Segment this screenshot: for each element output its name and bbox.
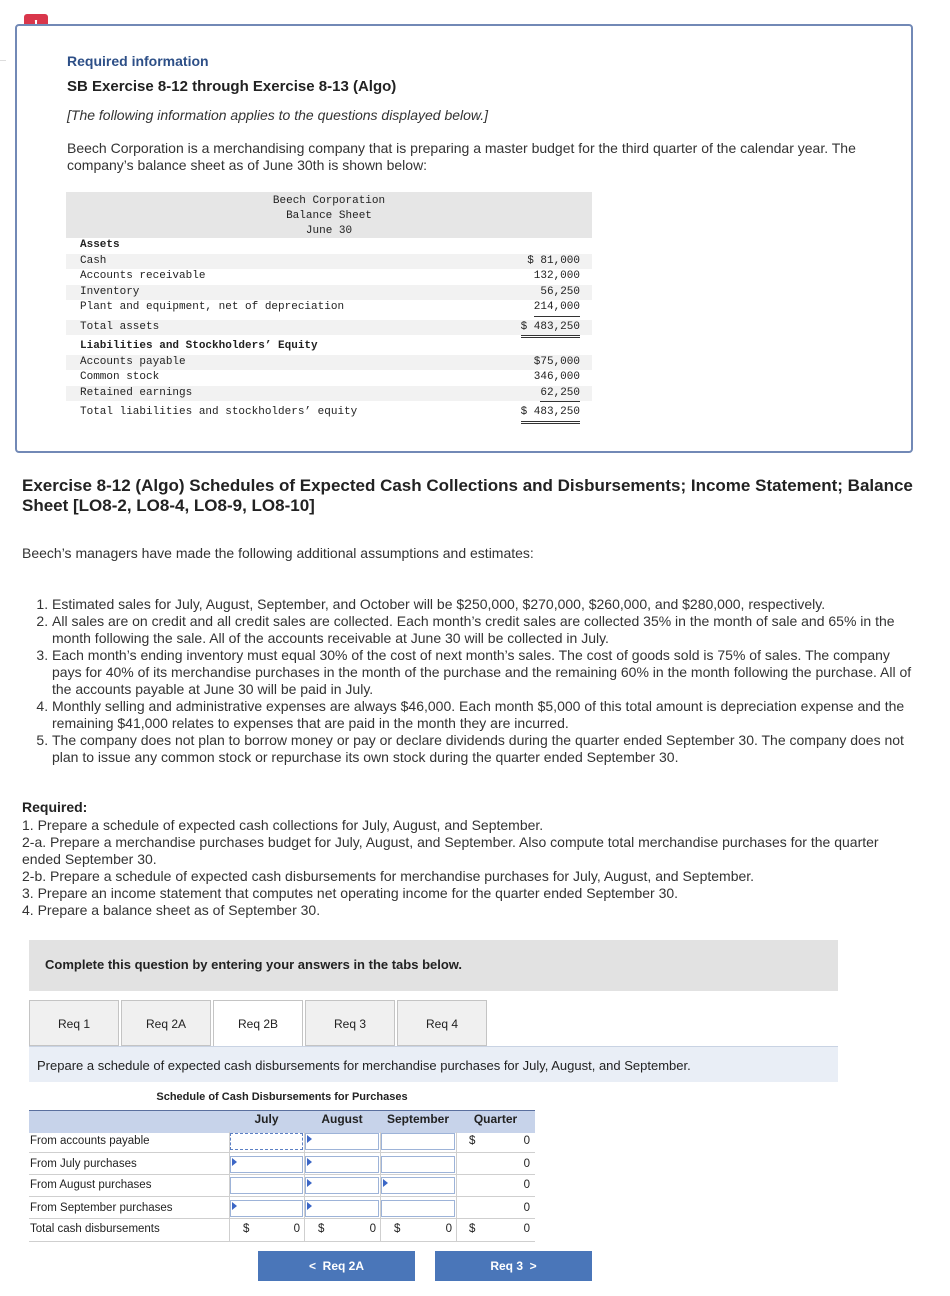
list-item: 5. The company does not plan to borrow money or pay or declare dividends during the quarter ended September 30. The company does not plan to issue any common stock or repurchase its own stock during the quarter ended September 30. <box>52 732 922 766</box>
bs-row-ar: Accounts receivable 132,000 <box>80 270 580 282</box>
col-july: July <box>254 1112 279 1126</box>
bs-row-total-assets: Total assets $ 483,250 <box>66 320 592 336</box>
divider <box>29 1196 535 1197</box>
total-july-value: 0 <box>293 1223 300 1235</box>
info-title: Required information <box>67 53 209 69</box>
info-intro: Beech Corporation is a merchandising company that is preparing a master budget for the third quarter of the calendar year. The company’s balance sheet as of June 30th is shown below: <box>67 140 856 173</box>
assumptions-list <box>22 596 922 766</box>
bs-row-re: Retained earnings 62,250 <box>66 386 592 402</box>
row-label-september: From September purchases <box>30 1202 173 1214</box>
currency-sign: $ <box>318 1223 325 1235</box>
tab-req-2a[interactable]: Req 2A <box>121 1000 211 1046</box>
schedule-title: Schedule of Cash Disbursements for Purchases <box>156 1091 408 1103</box>
input-marker-icon <box>232 1202 237 1210</box>
july-ap-input[interactable] <box>230 1133 303 1150</box>
currency-sign: $ <box>394 1223 401 1235</box>
july-seppurch-input[interactable] <box>230 1200 303 1217</box>
list-item: 2-b. Prepare a schedule of expected cash disbursements for merchandise purchases for July, August, and September. <box>22 868 755 884</box>
august-julypurch-input[interactable] <box>305 1156 379 1173</box>
bs-liab-header: Liabilities and Stockholders’ Equity <box>80 340 318 352</box>
input-marker-icon <box>307 1135 312 1143</box>
september-augpurch-input[interactable] <box>381 1177 455 1194</box>
exercise-lead: Beech’s managers have made the following additional assumptions and estimates: <box>22 545 534 561</box>
quarter-augpurch-value: 0 <box>523 1179 530 1191</box>
tab-req-3[interactable]: Req 3 <box>305 1000 395 1046</box>
currency-sign: $ <box>469 1135 476 1147</box>
august-ap-input[interactable] <box>305 1133 379 1150</box>
row-label-july: From July purchases <box>30 1158 137 1170</box>
list-item: 2-a. Prepare a merchandise purchases budget for July, August, and September. Also compute total merchandise purchases for the quarter ended September 30. <box>22 834 879 867</box>
divider <box>0 60 6 121</box>
next-label: Req 3 <box>490 1259 523 1273</box>
input-marker-icon <box>307 1179 312 1187</box>
input-marker-icon <box>307 1202 312 1210</box>
total-quarter-value: 0 <box>523 1223 530 1235</box>
august-augpurch-input[interactable] <box>305 1177 379 1194</box>
chevron-right-icon: > <box>529 1259 537 1273</box>
september-ap-input[interactable] <box>381 1133 455 1150</box>
divider <box>29 1174 535 1175</box>
next-button[interactable] <box>435 1251 592 1281</box>
col-september: September <box>386 1112 450 1126</box>
august-seppurch-input[interactable] <box>305 1200 379 1217</box>
bs-row-ppe: Plant and equipment, net of depreciation 214,000 <box>66 300 592 316</box>
divider <box>29 1218 535 1219</box>
input-marker-icon <box>307 1158 312 1166</box>
input-marker-icon <box>383 1179 388 1187</box>
input-marker-icon <box>232 1158 237 1166</box>
tab-req-2b[interactable]: Req 2B <box>213 1000 303 1047</box>
divider <box>29 1152 535 1153</box>
required-list <box>22 817 912 919</box>
info-subtitle: SB Exercise 8-12 through Exercise 8-13 (Algo) <box>67 78 397 95</box>
bs-row-total-le: Total liabilities and stockholders’ equity $ 483,250 <box>66 405 592 421</box>
info-note: [The following information applies to the questions displayed below.] <box>67 107 489 123</box>
prev-label: Req 2A <box>322 1259 365 1273</box>
quarter-seppurch-value: 0 <box>523 1202 530 1214</box>
currency-sign: $ <box>469 1223 476 1235</box>
prev-button[interactable] <box>258 1251 415 1281</box>
tab-req-1[interactable]: Req 1 <box>29 1000 119 1046</box>
list-item: 1. Prepare a schedule of expected cash collections for July, August, and September. <box>22 817 544 833</box>
bs-company: Beech Corporation <box>272 195 386 207</box>
list-item: 4. Monthly selling and administrative expenses are always $46,000. Each month $5,000 of this total amount is depreciation expense and the remaining $41,000 relates to expenses that are paid in the month they are incurred. <box>52 698 922 732</box>
chevron-left-icon: < <box>308 1259 316 1273</box>
list-item: 2. All sales are on credit and all credit sales are collected. Each month’s credit sales are collected 35% in the month of sale and 65% in the month following the sale. All of the accounts receivable at June 30 will be collected in July. <box>52 613 922 647</box>
bs-statement: Balance Sheet <box>286 210 372 222</box>
row-label-total: Total cash disbursements <box>30 1223 160 1235</box>
balance-sheet <box>66 192 592 421</box>
total-august-value: 0 <box>369 1223 376 1235</box>
quarter-ap-value: 0 <box>523 1135 530 1147</box>
divider <box>456 1132 457 1241</box>
required-information-card <box>15 24 913 453</box>
bs-row-cs: Common stock 346,000 <box>80 371 580 383</box>
prompt-text: Prepare a schedule of expected cash disbursements for merchandise purchases for July, August, and September. <box>37 1058 691 1073</box>
tab-req-4[interactable]: Req 4 <box>397 1000 487 1046</box>
list-item: 3. Each month’s ending inventory must equal 30% of the cost of next month’s sales. The cost of goods sold is 75% of sales. The company pays for 40% of its merchandise purchases in the month of the purchase and the remaining 60% in the month following the purchase. All of the accounts payable at June 30 will be paid in July. <box>52 647 922 698</box>
list-item: 1. Estimated sales for July, August, September, and October will be $250,000, $270,000, $260,000, and $280,000, respectively. <box>52 596 922 613</box>
instructions-text: Complete this question by entering your answers in the tabs below. <box>45 957 463 972</box>
bs-row-inventory: Inventory 56,250 <box>66 285 592 301</box>
bs-row-ap: Accounts payable $75,000 <box>66 355 592 371</box>
list-item: 3. Prepare an income statement that computes net operating income for the quarter ended September 30. <box>22 885 679 901</box>
question-prompt <box>29 1046 838 1082</box>
exercise-title: Exercise 8-12 (Algo) Schedules of Expected Cash Collections and Disbursements; Income Statement; Balance Sheet [LO8-2, LO8-4, LO8-9, LO8-10] <box>22 476 913 515</box>
divider <box>29 1241 535 1242</box>
balance-sheet-header <box>66 192 592 238</box>
instructions-box <box>29 940 838 991</box>
col-quarter: Quarter <box>473 1112 518 1126</box>
row-label-august: From August purchases <box>30 1179 152 1191</box>
september-seppurch-input[interactable] <box>381 1200 455 1217</box>
quarter-julypurch-value: 0 <box>523 1158 530 1170</box>
required-header: Required: <box>22 799 88 815</box>
row-label-ap: From accounts payable <box>30 1135 150 1147</box>
list-item: 4. Prepare a balance sheet as of September 30. <box>22 902 321 918</box>
september-julypurch-input[interactable] <box>381 1156 455 1173</box>
bs-row-cash: Cash $ 81,000 <box>66 254 592 270</box>
col-august: August <box>321 1112 363 1126</box>
bs-assets-header: Assets <box>80 239 120 251</box>
july-julypurch-input[interactable] <box>230 1156 303 1173</box>
bs-date: June 30 <box>305 225 353 237</box>
total-september-value: 0 <box>445 1223 452 1235</box>
currency-sign: $ <box>243 1223 250 1235</box>
july-augpurch-input[interactable] <box>230 1177 303 1194</box>
